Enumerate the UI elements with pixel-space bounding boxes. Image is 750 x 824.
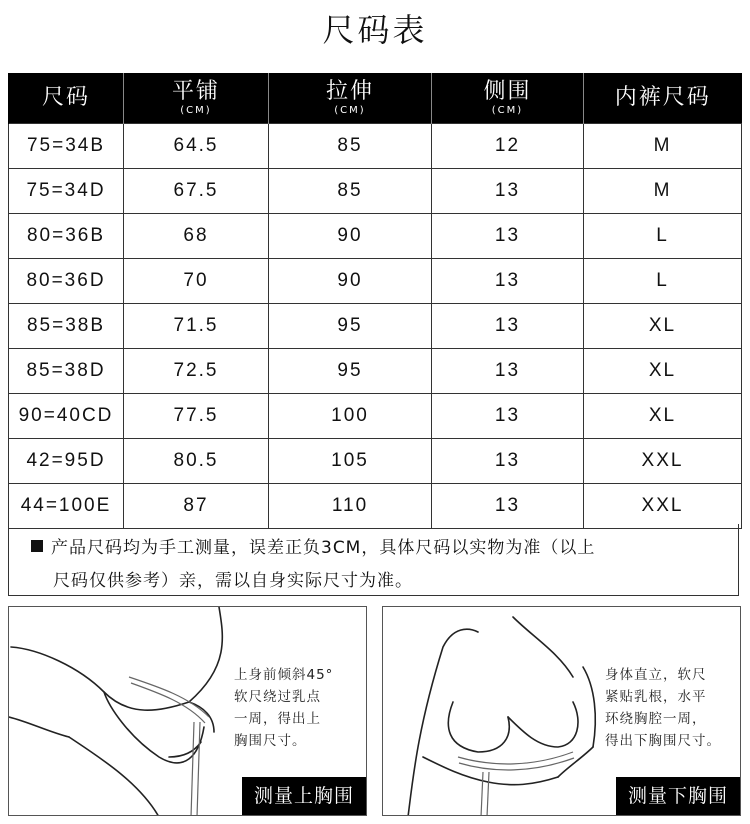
table-row (9, 484, 742, 529)
table-cell: 105 (269, 439, 432, 484)
header-label: 拉伸 (325, 78, 374, 104)
header-stretch (269, 73, 432, 124)
table-cell: 72.5 (124, 349, 269, 394)
table-cell: 90 (269, 214, 432, 259)
table-cell: 90=40CD (9, 394, 124, 439)
header-side (432, 73, 584, 124)
table-row (9, 304, 742, 349)
table-cell: 85=38D (9, 349, 124, 394)
table-cell: 42=95D (9, 439, 124, 484)
note-line-2: 尺码仅供参考）亲，需以自身实际尺寸为准。 (53, 571, 413, 591)
header-label: 内裤尺码 (614, 85, 711, 110)
table-cell: M (584, 124, 742, 169)
table-cell: 12 (432, 124, 584, 169)
table-cell: 85=38B (9, 304, 124, 349)
table-cell: 13 (432, 259, 584, 304)
desc-line: 身体直立，软尺 (605, 667, 707, 683)
page-title: 尺码表 (322, 11, 428, 49)
table-cell: 13 (432, 214, 584, 259)
table-cell: 100 (269, 394, 432, 439)
header-label: 平铺 (171, 78, 220, 104)
table-cell: 110 (269, 484, 432, 529)
upper-bust-description (234, 664, 333, 752)
header-label: 侧围 (483, 78, 532, 104)
table-cell: 85 (269, 124, 432, 169)
upper-bust-panel (8, 606, 367, 816)
table-cell: 67.5 (124, 169, 269, 214)
table-cell: 71.5 (124, 304, 269, 349)
table-cell: 80=36B (9, 214, 124, 259)
table-cell: 90 (269, 259, 432, 304)
desc-line: 软尺绕过乳点 (234, 689, 321, 705)
lower-bust-panel (382, 606, 741, 816)
desc-line: 环绕胸腔一周， (605, 711, 707, 727)
upper-bust-label: 测量上胸围 (242, 777, 366, 815)
table-cell: 13 (432, 304, 584, 349)
table-cell: XL (584, 304, 742, 349)
table-cell: 13 (432, 169, 584, 214)
table-cell: M (584, 169, 742, 214)
table-body (9, 124, 742, 529)
desc-line: 上身前倾斜45° (234, 667, 334, 683)
table-cell: 68 (124, 214, 269, 259)
lower-bust-label: 测量下胸围 (616, 777, 740, 815)
table-cell: 13 (432, 439, 584, 484)
table-header-row (9, 73, 742, 124)
header-unit: (CM) (180, 104, 212, 116)
note-line-1: 产品尺码均为手工测量，误差正负3CM，具体尺码以实物为准（以上 (51, 538, 596, 558)
table-row (9, 259, 742, 304)
table-cell: 75=34D (9, 169, 124, 214)
table-cell: 64.5 (124, 124, 269, 169)
table-cell: 13 (432, 484, 584, 529)
desc-line: 紧贴乳根，水平 (605, 689, 707, 705)
table-row (9, 124, 742, 169)
table-cell: L (584, 259, 742, 304)
table-cell: 77.5 (124, 394, 269, 439)
table-row (9, 169, 742, 214)
table-cell: 44=100E (9, 484, 124, 529)
lower-bust-description (605, 664, 721, 752)
desc-line: 胸围尺寸。 (234, 733, 307, 749)
desc-line: 得出下胸围尺寸。 (605, 733, 721, 749)
table-cell: 80=36D (9, 259, 124, 304)
table-cell: 70 (124, 259, 269, 304)
table-cell: 95 (269, 304, 432, 349)
table-row (9, 349, 742, 394)
table-cell: XL (584, 349, 742, 394)
size-table (8, 73, 742, 529)
table-cell: L (584, 214, 742, 259)
header-unit: (CM) (491, 104, 524, 116)
table-cell: 87 (124, 484, 269, 529)
table-cell: 85 (269, 169, 432, 214)
header-label: 尺码 (41, 85, 90, 110)
header-flat (124, 73, 269, 124)
table-cell: 13 (432, 394, 584, 439)
table-cell: 95 (269, 349, 432, 394)
header-underwear-size (584, 73, 742, 124)
header-unit: (CM) (334, 104, 366, 116)
table-cell: 13 (432, 349, 584, 394)
header-size (9, 73, 124, 124)
size-note (8, 524, 739, 596)
desc-line: 一周，得出上 (234, 711, 321, 727)
table-row (9, 439, 742, 484)
table-row (9, 214, 742, 259)
table-cell: 80.5 (124, 439, 269, 484)
table-cell: XXL (584, 439, 742, 484)
table-row (9, 394, 742, 439)
table-cell: 75=34B (9, 124, 124, 169)
table-cell: XL (584, 394, 742, 439)
bullet-square-icon (31, 540, 43, 552)
table-cell: XXL (584, 484, 742, 529)
